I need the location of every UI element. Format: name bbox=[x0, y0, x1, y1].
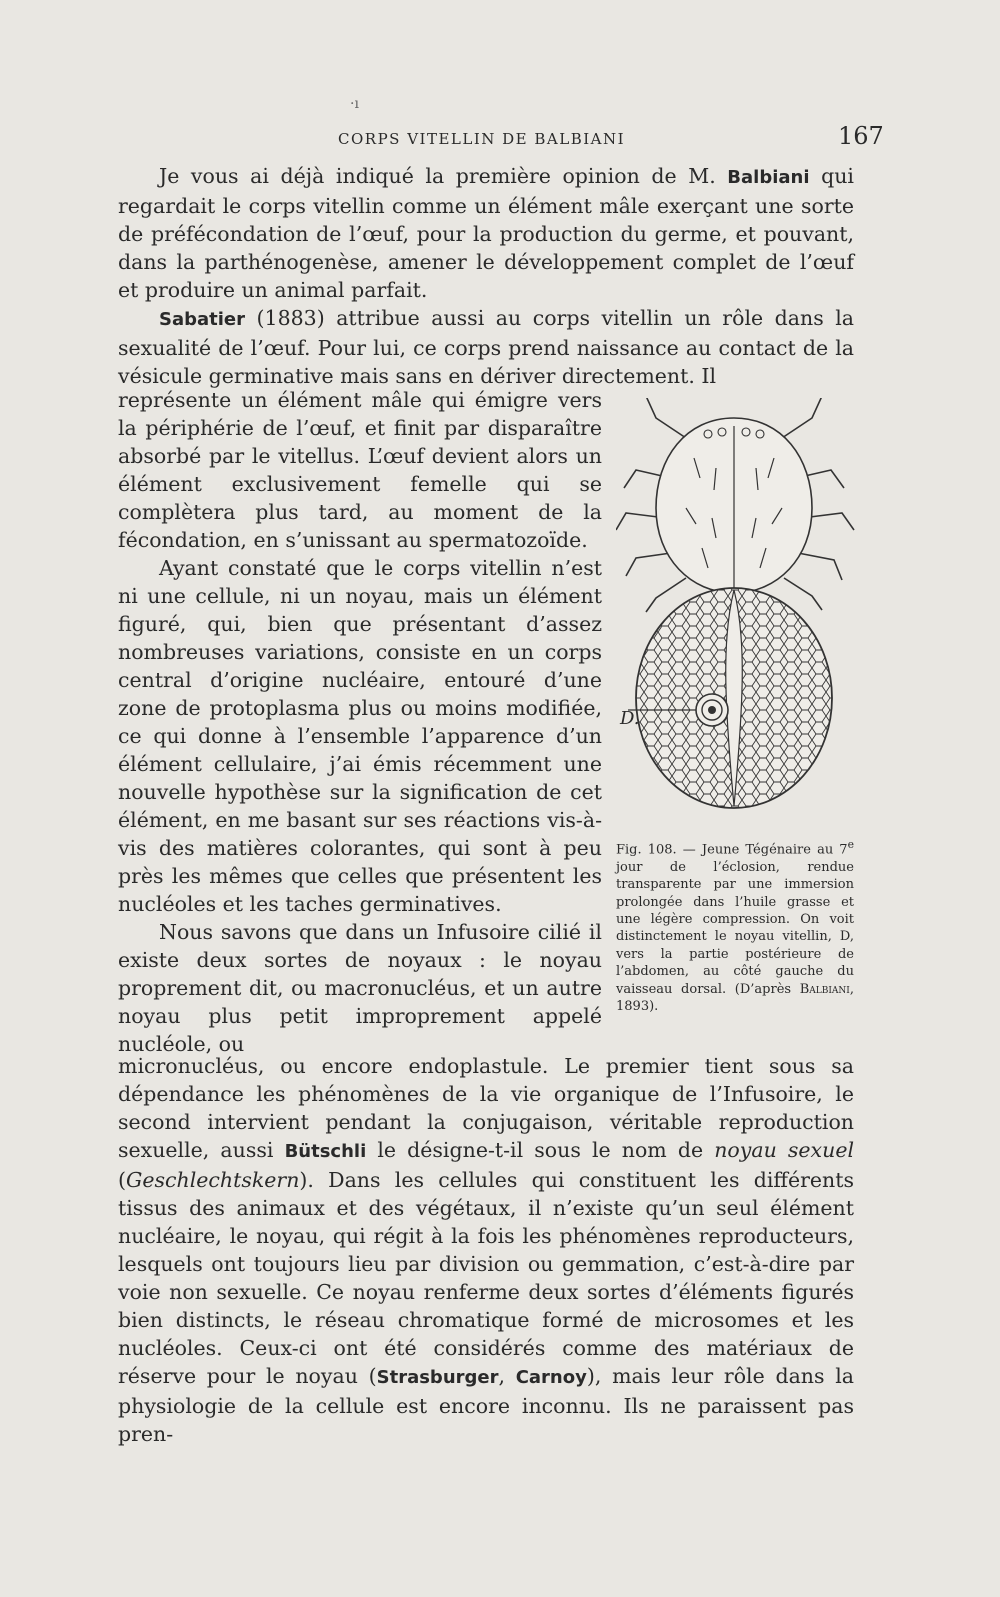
text-block-bottom bbox=[118, 1052, 854, 1448]
author-strasburger: Strasburger bbox=[376, 1367, 499, 1388]
page-mark: ·ı bbox=[350, 96, 359, 112]
paragraph-1: Je vous ai déjà indiqué la première opinion de M. Balbiani qui regardait le corps vitellin comme un élément mâle exerçant une sorte de préfécondation de l’œuf, pour la production du germe, et pouvant, dans la parthénogenèse, amener le développement complet de l’œuf et produire un animal parfait. bbox=[118, 164, 854, 302]
author-balbiani: Balbiani bbox=[727, 167, 810, 188]
running-head: CORPS VITELLIN DE BALBIANI bbox=[338, 130, 626, 148]
paragraph-2a: Sabatier (1883) attribue aussi au corps vitellin un rôle dans la sexualité de l’œuf. Pour lui, ce corps prend naissance au contact de la vésicule germinative mais sans en dériver directement. Il bbox=[118, 306, 854, 388]
paragraph-2b: représente un élément mâle qui émigre vers la périphérie de l’œuf, et finit par disparaître absorbé par le vitellus. L’œuf devient alors un élément exclusivement femelle qui se complètera plus tard, au moment de la fécondation, en s’unissant au spermatozoïde. bbox=[118, 388, 602, 552]
page-number: 167 bbox=[838, 122, 884, 150]
author-butschli: Bütschli bbox=[284, 1141, 367, 1162]
caption-author: Balbiani bbox=[799, 981, 850, 997]
author-sabatier: Sabatier bbox=[159, 309, 246, 330]
figure-caption: Fig. 108. — Jeune Tégénaire au 7e jour de l’éclosion, rendue transparente par une immersion prolongée dans l’huile grasse et une légère compression. On voit distinctement le noyau vitellin, D, vers la partie postérieure de l’abdomen, au côté gauche du vaisseau dorsal. (D’après Balbiani, 1893). bbox=[616, 838, 854, 1014]
author-carnoy: Carnoy bbox=[515, 1367, 587, 1388]
text-block-narrow bbox=[118, 386, 602, 1058]
paragraph-4b: micronucléus, ou encore endoplastule. Le premier tient sous sa dépendance les phénomènes de la vie organique de l’Infusoire, le second intervient pendant la conjugaison, véritable reproduction sexuelle, aussi Bütschli le désigne-t-il sous le nom de noyau sexuel (Geschlechtskern). Dans les cellules qui constituent les différents tissus des animaux et des végétaux, il n’existe qu’un seul élément nucléaire, le noyau, qui régit à la fois les phénomènes reproducteurs, lesquels ont toujours lieu par division ou gemmation, c’est-à-dire par voie non sexuelle. Ce noyau renferme deux sortes d’éléments figurés bien distincts, le réseau chromatique formé de microsomes et les nucléoles. Ceux-ci ont été considérés comme des matériaux de réserve pour le noyau (Strasburger, Carnoy), mais leur rôle dans la physiologie de la cellule est encore inconnu. Ils ne paraissent pas pren- bbox=[118, 1054, 855, 1446]
spider-illustration bbox=[616, 398, 866, 838]
paragraph-4a: Nous savons que dans un Infusoire cilié il existe deux sortes de noyaux : le noyau proprement dit, ou macronucléus, et un autre noyau plus petit improprement appelé nucléole, ou bbox=[118, 920, 602, 1056]
text-block-top bbox=[118, 162, 854, 390]
figure-label-d: D. bbox=[620, 708, 640, 729]
paragraph-3: Ayant constaté que le corps vitellin n’est ni une cellule, ni un noyau, mais un élément figuré, qui, bien que présentant d’assez nombreuses variations, consiste en un corps central d’origine nucléaire, entouré d’une zone de protoplasma plus ou moins modifiée, ce qui donne à l’ensemble l’apparence d’un élément cellulaire, j’ai émis récemment une nouvelle hypothèse sur la signification de cet élément, en me basant sur ses réactions vis-à-vis des matières colorantes, qui sont à peu près les mêmes que celles que présentent les nucléoles et les taches germinatives. bbox=[118, 556, 602, 916]
